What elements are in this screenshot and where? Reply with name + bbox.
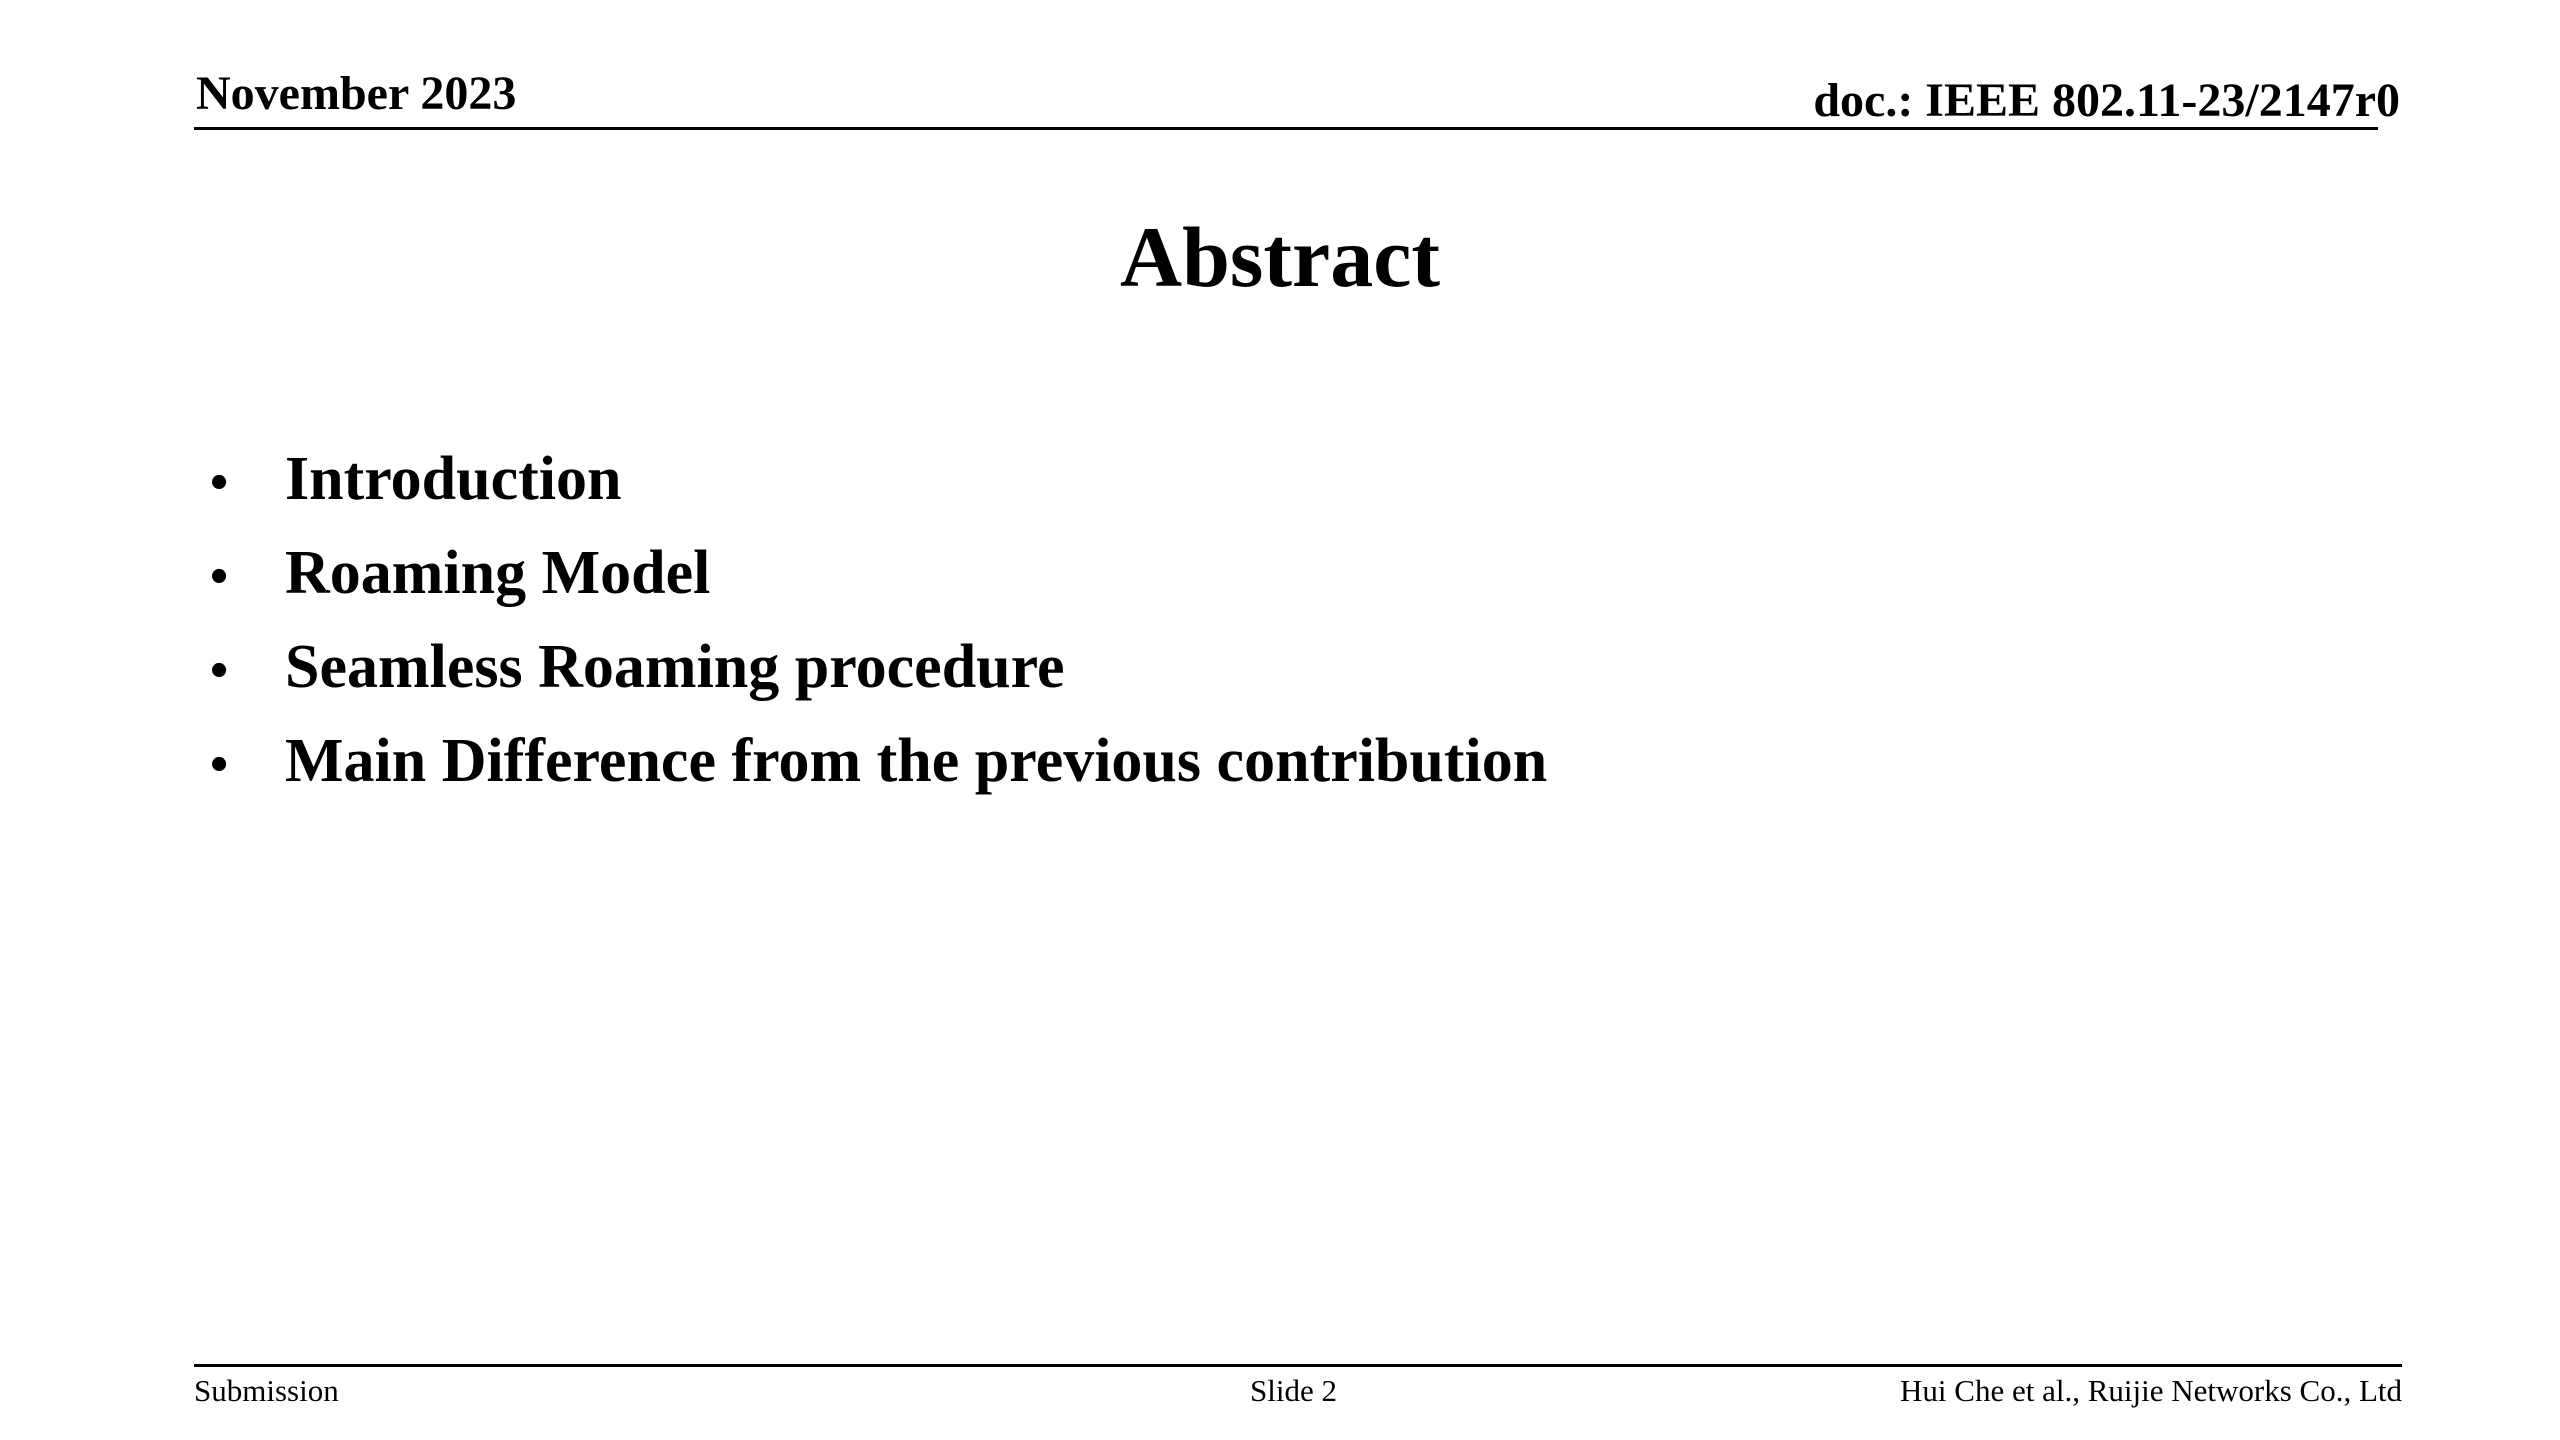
footer-submission: Submission	[194, 1373, 339, 1408]
bullet-text: Introduction	[285, 445, 622, 513]
slide-title: Abstract	[1119, 209, 1441, 305]
bullet-item	[210, 714, 1547, 808]
footer-slide-number: Slide 2	[1250, 1373, 1337, 1408]
bullet-text: Seamless Roaming procedure	[285, 633, 1065, 701]
bullet-item	[210, 432, 1547, 526]
header-date: November 2023	[196, 67, 517, 120]
header-divider	[194, 127, 2378, 130]
bullet-icon: •	[210, 642, 229, 699]
footer-divider	[194, 1364, 2402, 1367]
footer-author: Hui Che et al., Ruijie Networks Co., Ltd	[1900, 1373, 2402, 1408]
bullet-icon: •	[210, 454, 229, 511]
bullet-item	[210, 526, 1547, 620]
bullet-list	[210, 432, 1547, 808]
bullet-item	[210, 620, 1547, 714]
bullet-icon: •	[210, 548, 229, 605]
bullet-icon: •	[210, 736, 229, 793]
bullet-text: Roaming Model	[285, 539, 711, 607]
header-doc-id: doc.: IEEE 802.11-23/2147r0	[1813, 74, 2400, 127]
bullet-text: Main Difference from the previous contribution	[285, 727, 1548, 795]
